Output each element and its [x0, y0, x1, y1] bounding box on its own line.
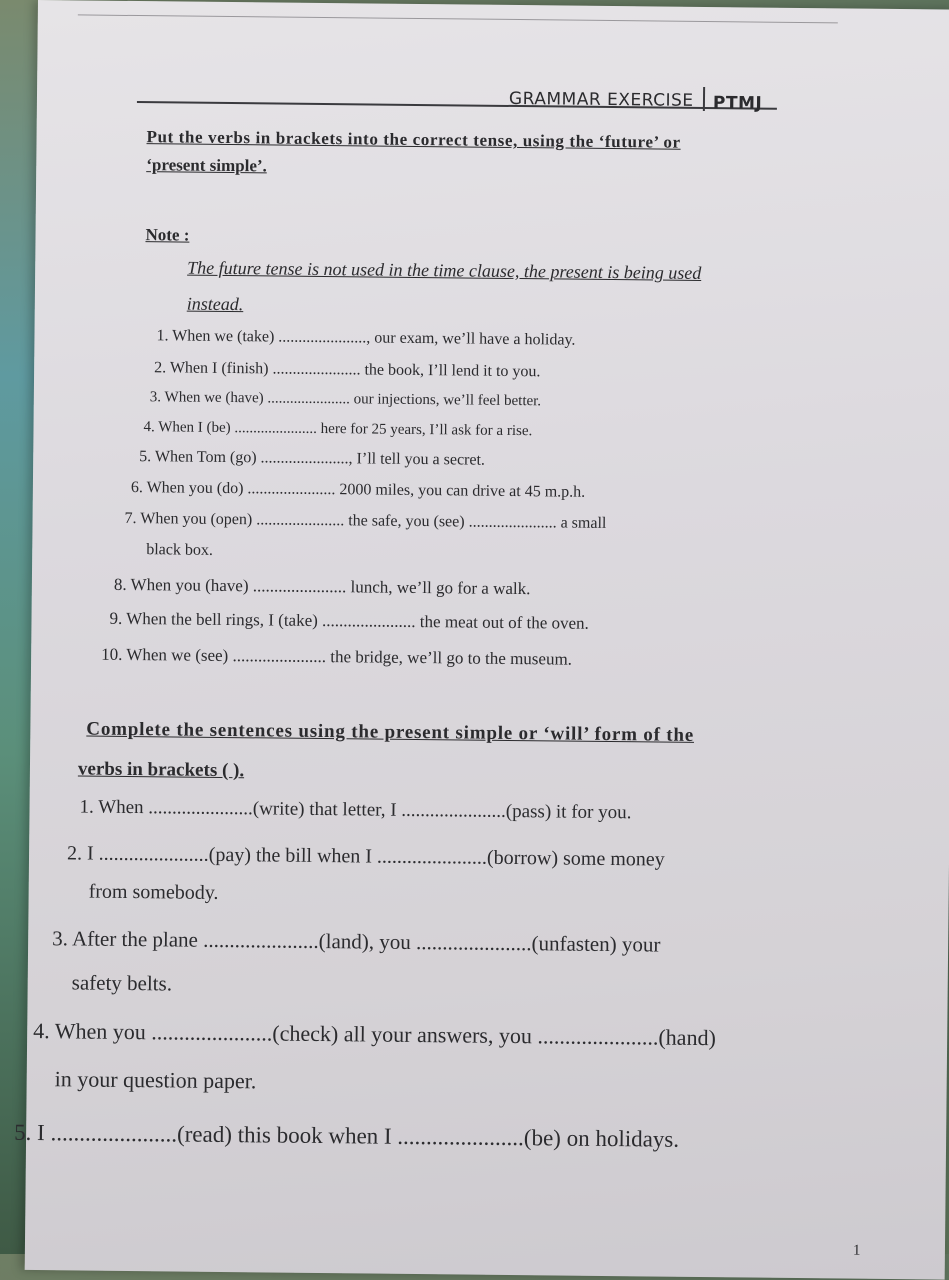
exercise2-item-4-cont: in your question paper.: [54, 1066, 257, 1094]
exercise2-item-1: 1. When ......................(write) that letter, I ......................(pass) it for you.: [79, 796, 632, 824]
note-label: Note :: [145, 225, 190, 245]
exercise2-item-5: 5. I ......................(read) this book when I ......................(be) on holidays.: [14, 1119, 680, 1152]
worksheet-title: GRAMMAR EXERCISE: [508, 88, 694, 111]
exercise1-item-7-cont: black box.: [146, 541, 213, 559]
exercise1-item-5: 5. When Tom (go) ......................, I’ll tell you a secret.: [139, 448, 486, 469]
page-number: 1: [852, 1242, 861, 1259]
exercise1-item-3: 3. When we (have) ...................... our injections, we’ll feel better.: [149, 389, 542, 410]
section1-instruction-line1: Put the verbs in brackets into the correct tense, using the ‘future’ or: [146, 127, 681, 152]
exercise2-item-4: 4. When you ......................(check) all your answers, you ......................(hand): [33, 1018, 716, 1051]
worksheet-paper: [14, 0, 949, 1280]
exercise1-item-10: 10. When we (see) ...................... the bridge, we’ll go to the museum.: [101, 644, 573, 669]
top-edge-line: [78, 14, 838, 23]
section1-instruction-line2: ‘present simple’.: [146, 155, 267, 176]
exercise1-item-1: 1. When we (take) ......................, our exam, we’ll have a holiday.: [156, 327, 576, 349]
note-line1: The future tense is not used in the time clause, the present is being used: [187, 257, 702, 283]
exercise2-item-2: 2. I ......................(pay) the bill when I ......................(borrow) some money: [66, 842, 665, 871]
section2-instruction-line2: verbs in brackets ( ).: [77, 758, 245, 782]
exercise1-item-9: 9. When the bell rings, I (take) ...................... the meat out of the oven.: [109, 608, 589, 633]
exercise1-item-8: 8. When you (have) ...................... lunch, we’ll go for a walk.: [113, 574, 531, 599]
section2-instruction-line1: Complete the sentences using the present simple or ‘will’ form of the: [86, 718, 695, 746]
exercise1-item-4: 4. When I (be) ...................... here for 25 years, I’ll ask for a rise.: [143, 419, 533, 440]
exercise1-item-6: 6. When you (do) ...................... 2000 miles, you can drive at 45 m.p.h.: [130, 479, 586, 501]
exercise1-item-7: 7. When you (open) ...................... the safe, you (see) ...................... a small: [124, 509, 607, 532]
exercise2-item-3: 3. After the plane ......................(land), you ......................(unfasten) your: [52, 926, 661, 957]
note-line2: instead.: [186, 293, 244, 315]
header-divider: [703, 87, 705, 111]
exercise1-item-2: 2. When I (finish) ...................... the book, I’ll lend it to you.: [154, 359, 541, 381]
worksheet-code: PTMJ: [712, 93, 763, 114]
exercise2-item-3-cont: safety belts.: [71, 970, 173, 996]
exercise2-item-2-cont: from somebody.: [88, 880, 219, 904]
